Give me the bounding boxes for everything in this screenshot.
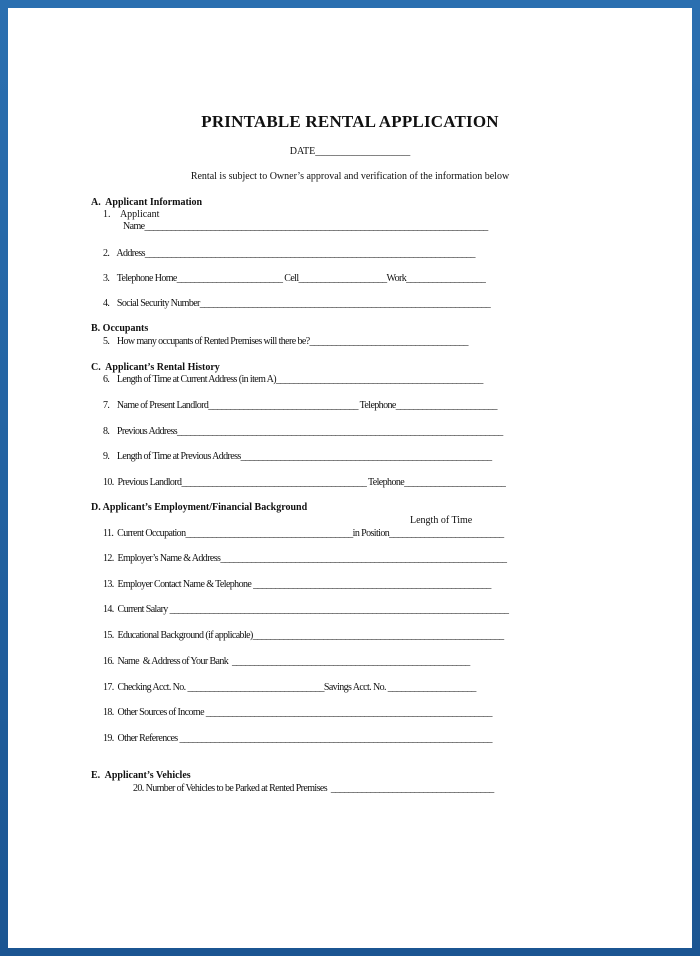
references-field[interactable]: 19. Other References _______________________________________________________________________ [103,733,492,744]
approval-note: Rental is subject to Owner’s approval and verification of the information below [190,171,510,182]
applicant-name-field[interactable]: Name______________________________________________________________________________ [123,221,488,232]
telephone-field[interactable]: 3. Telephone Home________________________ Cell____________________Work__________________ [103,273,486,284]
document-title: PRINTABLE RENTAL APPLICATION [201,112,499,131]
address-field[interactable]: 2. Address___________________________________________________________________________ [103,248,475,259]
current-occupation-field[interactable]: 11. Current Occupation______________________________________in Position__________________________ [103,528,504,539]
section-d-heading: D. Applicant’s Employment/Financial Background [91,502,308,513]
previous-address-time-field[interactable]: 9. Length of Time at Previous Address_________________________________________________________ [103,451,492,462]
current-salary-field[interactable]: 14. Current Salary _____________________________________________________________________________ [103,604,509,615]
item-1-label: 1. Applicant [103,209,160,220]
section-e-heading: E. Applicant’s Vehicles [91,770,191,781]
section-a-heading: A. Applicant Information [91,197,203,208]
bank-field[interactable]: 16. Name & Address of Your Bank ______________________________________________________ [103,656,470,667]
section-b-heading: B. Occupants [91,323,149,334]
education-field[interactable]: 15. Educational Background (if applicable)_________________________________________________________ [103,630,504,641]
employer-address-field[interactable]: 12. Employer’s Name & Address_________________________________________________________________ [103,553,507,564]
present-landlord-field[interactable]: 7. Name of Present Landlord__________________________________ Telephone_______________________ [103,400,497,411]
section-c-heading: C. Applicant’s Rental History [91,362,220,373]
length-of-time-label: Length of Time [410,515,473,526]
occupants-field[interactable]: 5. How many occupants of Rented Premises will there be?____________________________________ [103,336,468,347]
income-sources-field[interactable]: 18. Other Sources of Income _________________________________________________________________ [103,707,492,718]
employer-contact-field[interactable]: 13. Employer Contact Name & Telephone ______________________________________________________ [103,579,491,590]
ssn-field[interactable]: 4. Social Security Number__________________________________________________________________ [103,298,491,309]
previous-address-field[interactable]: 8. Previous Address__________________________________________________________________________ [103,426,503,437]
current-address-time-field[interactable]: 6. Length of Time at Current Address (in item A)_______________________________________________ [103,374,483,385]
date-field[interactable]: DATE___________________ [289,146,411,157]
vehicles-field[interactable]: 20. Number of Vehicles to be Parked at Rented Premises _____________________________________ [133,783,494,794]
accounts-field[interactable]: 17. Checking Acct. No. _______________________________Savings Acct. No. ____________________ [103,682,476,693]
previous-landlord-field[interactable]: 10. Previous Landlord__________________________________________ Telephone_______________________ [103,477,506,488]
